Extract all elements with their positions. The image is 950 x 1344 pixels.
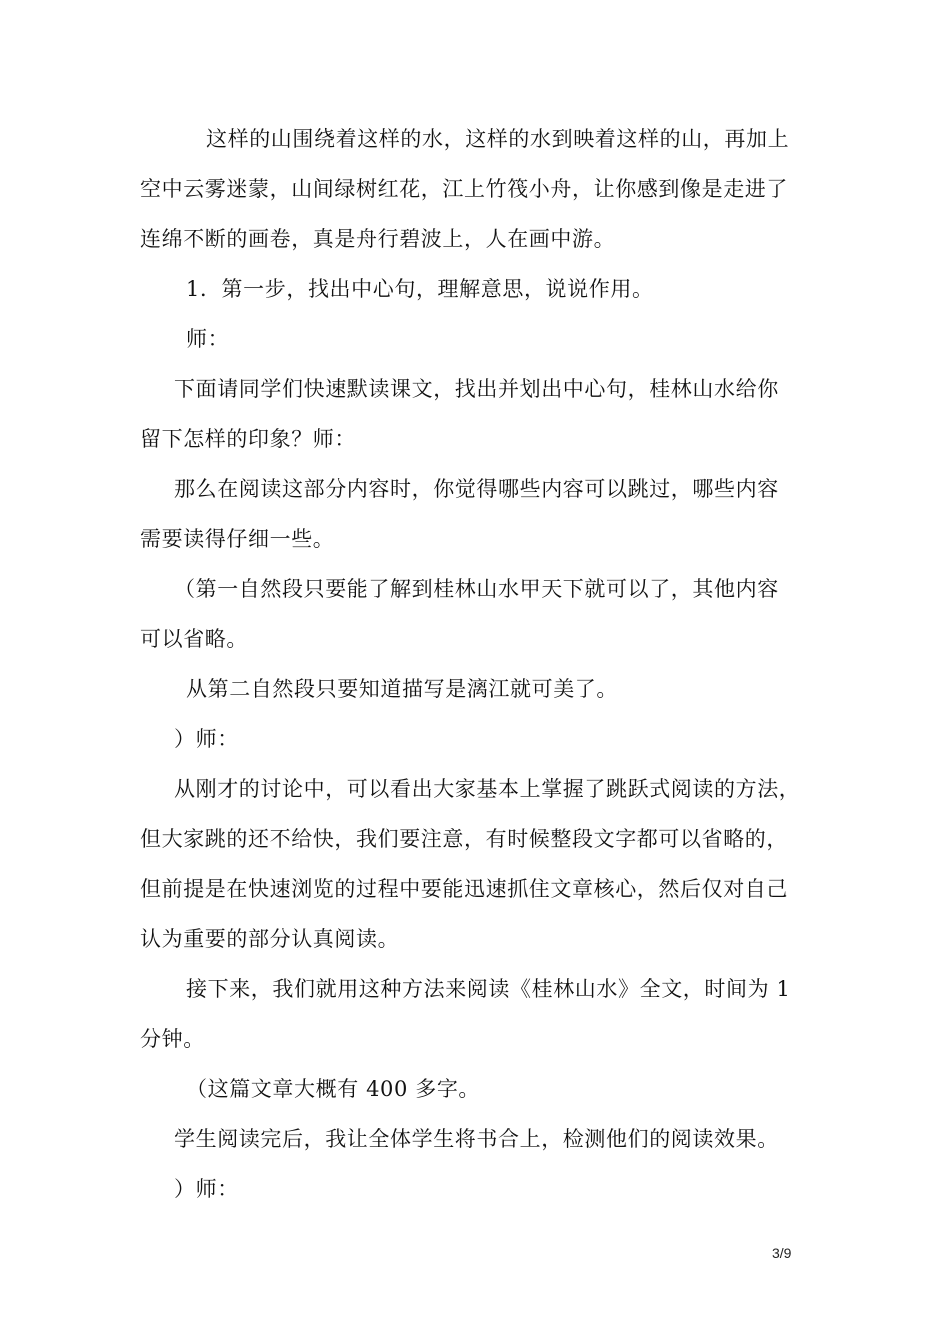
text-line: 需要读得仔细一些。 [140,527,335,551]
text-line: 从第二自然段只要知道描写是漓江就可美了。 [186,677,618,701]
text-line: 可以省略。 [140,627,248,651]
text-line: 但大家跳的还不给快，我们要注意，有时候整段文字都可以省略的， [140,827,788,851]
speaker-label: ）师： [174,1177,239,1201]
text-line: 空中云雾迷蒙，山间绿树红花，江上竹筏小舟，让你感到像是走进了 [140,177,788,201]
text-line: 接下来，我们就用这种方法来阅读《桂林山水》全文，时间为 1 [186,977,791,1001]
page-number: 3/9 [772,1245,792,1261]
speaker-label: ）师： [174,727,239,751]
text-line: 分钟。 [140,1027,205,1051]
text-line: 这样的山围绕着这样的水，这样的水到映着这样的山，再加上 [206,127,790,151]
text-line: （这篇文章大概有 400 多字。 [186,1077,481,1101]
text-line: 认为重要的部分认真阅读。 [140,927,400,951]
text-line: 但前提是在快速浏览的过程中要能迅速抓住文章核心，然后仅对自己 [140,877,788,901]
text-line: 从刚才的讨论中，可以看出大家基本上掌握了跳跃式阅读的方法， [174,777,801,801]
text-line: 留下怎样的印象？师： [140,427,356,451]
list-item-step-one: 1．第一步，找出中心句，理解意思，说说作用。 [186,277,654,301]
text-line: 下面请同学们快速默读课文，找出并划出中心句，桂林山水给你 [174,377,779,401]
text-line: 学生阅读完后，我让全体学生将书合上，检测他们的阅读效果。 [174,1127,779,1151]
text-line: （第一自然段只要能了解到桂林山水甲天下就可以了，其他内容 [174,577,779,601]
speaker-label: 师： [186,327,230,351]
text-line: 连绵不断的画卷，真是舟行碧波上，人在画中游。 [140,227,616,251]
text-line: 那么在阅读这部分内容时，你觉得哪些内容可以跳过，哪些内容 [174,477,779,501]
